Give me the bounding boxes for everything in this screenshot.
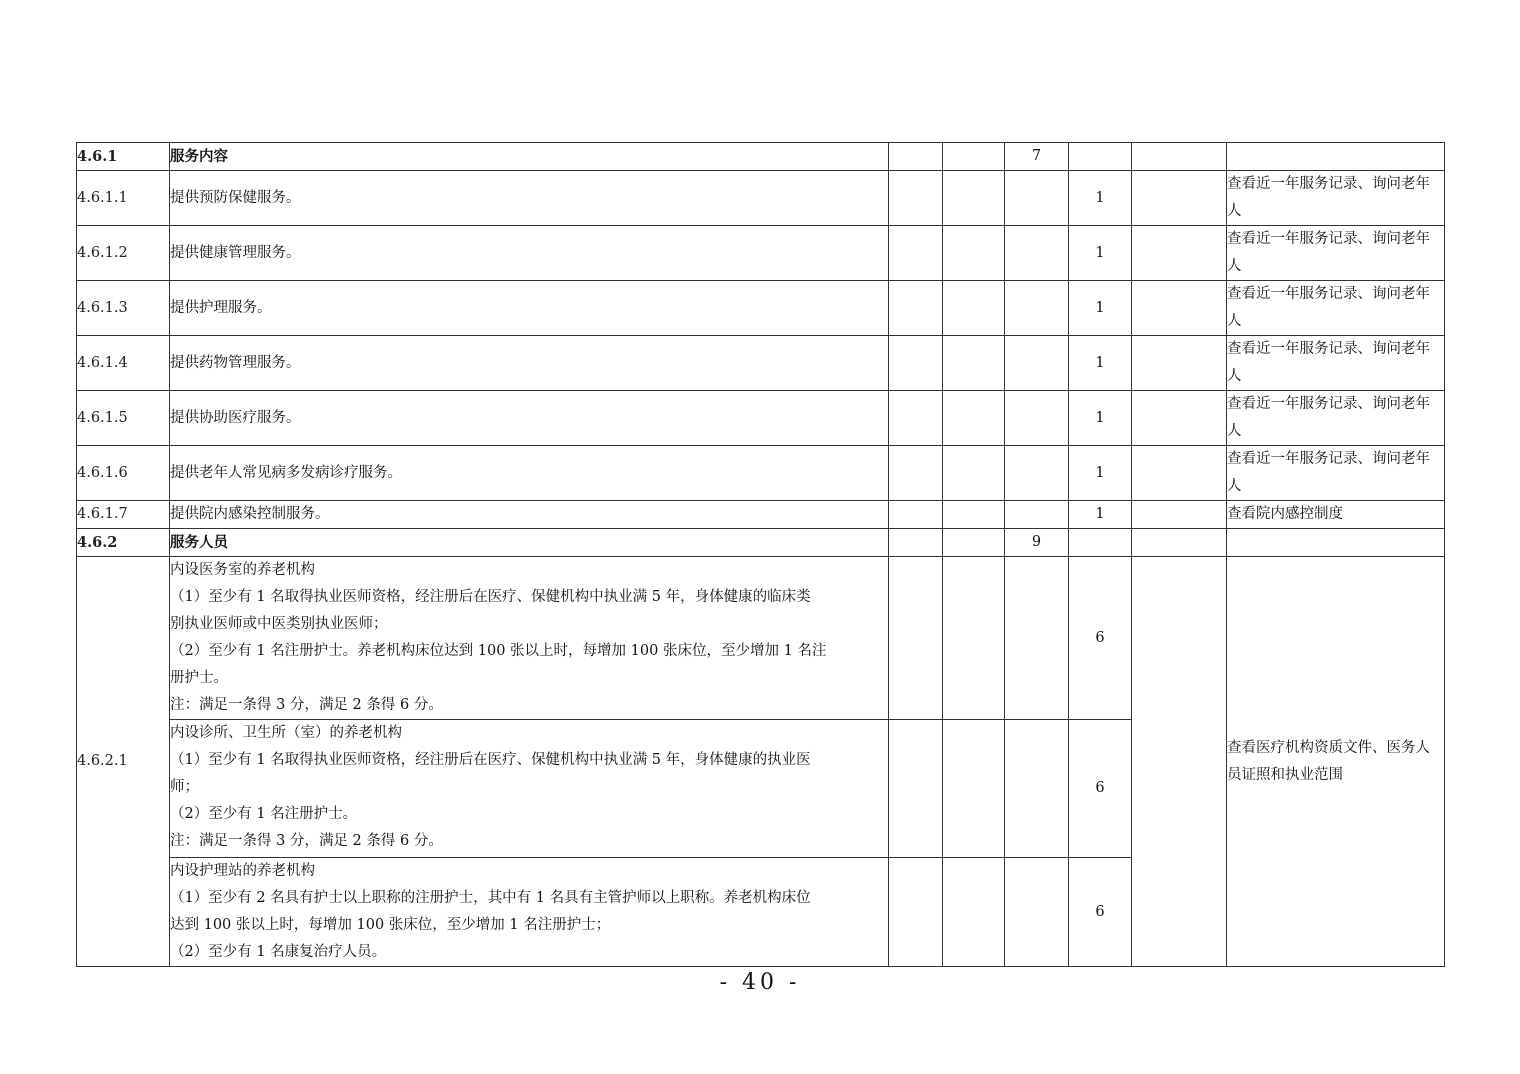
blank-col-a [889, 529, 943, 557]
item-code: 4.6.1.4 [77, 336, 170, 391]
group-score [1005, 557, 1069, 720]
group-score [1005, 336, 1069, 391]
check-method [1227, 143, 1445, 171]
item-description: 提供老年人常见病多发病诊疗服务。 [170, 446, 889, 501]
item-description: 提供护理服务。 [170, 281, 889, 336]
check-method: 查看近一年服务记录、询问老年人 [1227, 226, 1445, 281]
item-description: 提供药物管理服务。 [170, 336, 889, 391]
item-score: 6 [1069, 858, 1132, 967]
check-method: 查看医疗机构资质文件、医务人员证照和执业范围 [1227, 557, 1445, 967]
blank-col-a [889, 501, 943, 529]
blank-col-a [889, 858, 943, 967]
item-score: 1 [1069, 226, 1132, 281]
item-description: 服务人员 [170, 529, 889, 557]
item-description: 提供健康管理服务。 [170, 226, 889, 281]
blank-col-a [889, 720, 943, 858]
table-row [77, 391, 1445, 446]
requirement-line: 别执业医师或中医类别执业医师； [170, 616, 388, 632]
blank-col-a [889, 557, 943, 720]
item-code: 4.6.1.6 [77, 446, 170, 501]
item-score: 1 [1069, 501, 1132, 529]
requirement-block [170, 858, 889, 967]
table-row [77, 143, 1445, 171]
blank-col-b [943, 858, 1005, 967]
requirement-block [170, 557, 889, 720]
check-method: 查看近一年服务记录、询问老年人 [1227, 391, 1445, 446]
check-method: 查看近一年服务记录、询问老年人 [1227, 171, 1445, 226]
group-score [1005, 446, 1069, 501]
requirement-line: 注：满足一条得 3 分，满足 2 条得 6 分。 [170, 833, 443, 849]
blank-col-a [889, 281, 943, 336]
item-score: 6 [1069, 557, 1132, 720]
group-score [1005, 281, 1069, 336]
item-score [1069, 143, 1132, 171]
requirement-line: 内设医务室的养老机构 [170, 562, 315, 578]
item-score: 1 [1069, 391, 1132, 446]
item-score: 6 [1069, 720, 1132, 858]
blank-col-c [1132, 446, 1227, 501]
blank-col-b [943, 281, 1005, 336]
blank-col-b [943, 529, 1005, 557]
blank-col-c [1132, 557, 1227, 967]
evaluation-table [76, 142, 1445, 967]
table-row [77, 501, 1445, 529]
table-row [77, 226, 1445, 281]
check-method: 查看院内感控制度 [1227, 501, 1445, 529]
blank-col-b [943, 446, 1005, 501]
requirement-line: （2）至少有 1 名注册护士。养老机构床位达到 100 张以上时，每增加 100 张床位，至少增加 1 名注 [170, 643, 827, 659]
blank-col-b [943, 501, 1005, 529]
blank-col-b [943, 226, 1005, 281]
blank-col-b [943, 336, 1005, 391]
item-code: 4.6.1.3 [77, 281, 170, 336]
check-method: 查看近一年服务记录、询问老年人 [1227, 281, 1445, 336]
check-method: 查看近一年服务记录、询问老年人 [1227, 446, 1445, 501]
requirement-line: （1）至少有 1 名取得执业医师资格，经注册后在医疗、保健机构中执业满 5 年，身体健康的临床类 [170, 589, 811, 605]
requirement-line: （1）至少有 1 名取得执业医师资格，经注册后在医疗、保健机构中执业满 5 年，身体健康的执业医 [170, 752, 811, 768]
blank-col-b [943, 391, 1005, 446]
table-row [77, 446, 1445, 501]
check-method [1227, 529, 1445, 557]
requirement-block [170, 720, 889, 858]
requirement-line: 册护士。 [170, 670, 228, 686]
group-score [1005, 391, 1069, 446]
item-code: 4.6.1.2 [77, 226, 170, 281]
item-code: 4.6.1.7 [77, 501, 170, 529]
table-row [77, 336, 1445, 391]
blank-col-b [943, 171, 1005, 226]
blank-col-a [889, 143, 943, 171]
item-description: 提供预防保健服务。 [170, 171, 889, 226]
group-score [1005, 720, 1069, 858]
requirement-line: 内设护理站的养老机构 [170, 863, 315, 879]
item-description: 提供院内感染控制服务。 [170, 501, 889, 529]
table-body [77, 143, 1445, 967]
item-code: 4.6.1 [77, 143, 170, 171]
group-score: 7 [1005, 143, 1069, 171]
item-score [1069, 529, 1132, 557]
item-description: 服务内容 [170, 143, 889, 171]
blank-col-c [1132, 281, 1227, 336]
requirement-line: 内设诊所、卫生所（室）的养老机构 [170, 725, 402, 741]
item-code: 4.6.1.1 [77, 171, 170, 226]
blank-col-b [943, 557, 1005, 720]
group-score [1005, 171, 1069, 226]
check-method: 查看近一年服务记录、询问老年人 [1227, 336, 1445, 391]
blank-col-a [889, 171, 943, 226]
table-row [77, 557, 1445, 720]
blank-col-b [943, 720, 1005, 858]
table-row [77, 281, 1445, 336]
group-score: 9 [1005, 529, 1069, 557]
requirement-line: 师； [170, 779, 199, 795]
blank-col-c [1132, 336, 1227, 391]
blank-col-a [889, 446, 943, 501]
item-code: 4.6.2.1 [77, 557, 170, 967]
requirement-line: （1）至少有 2 名具有护士以上职称的注册护士，其中有 1 名具有主管护师以上职称。养老机构床位 [170, 890, 811, 906]
group-score [1005, 501, 1069, 529]
item-score: 1 [1069, 446, 1132, 501]
item-code: 4.6.1.5 [77, 391, 170, 446]
blank-col-c [1132, 391, 1227, 446]
item-score: 1 [1069, 171, 1132, 226]
blank-col-c [1132, 529, 1227, 557]
blank-col-b [943, 143, 1005, 171]
item-score: 1 [1069, 336, 1132, 391]
item-code: 4.6.2 [77, 529, 170, 557]
blank-col-a [889, 336, 943, 391]
requirement-line: （2）至少有 1 名注册护士。 [170, 806, 358, 822]
table-row [77, 171, 1445, 226]
requirement-line: 注：满足一条得 3 分，满足 2 条得 6 分。 [170, 697, 443, 713]
group-score [1005, 226, 1069, 281]
item-score: 1 [1069, 281, 1132, 336]
group-score [1005, 858, 1069, 967]
blank-col-c [1132, 226, 1227, 281]
page-number: - 40 - [719, 970, 801, 995]
blank-col-c [1132, 501, 1227, 529]
table-row [77, 529, 1445, 557]
requirement-line: （2）至少有 1 名康复治疗人员。 [170, 944, 387, 960]
requirement-line: 达到 100 张以上时，每增加 100 张床位，至少增加 1 名注册护士； [170, 917, 611, 933]
blank-col-a [889, 226, 943, 281]
blank-col-a [889, 391, 943, 446]
blank-col-c [1132, 143, 1227, 171]
blank-col-c [1132, 171, 1227, 226]
item-description: 提供协助医疗服务。 [170, 391, 889, 446]
